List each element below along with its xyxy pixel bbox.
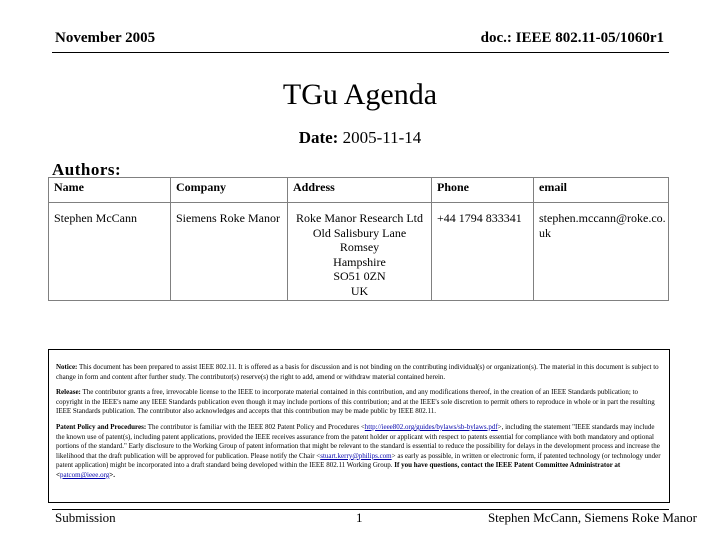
table-row	[49, 203, 669, 301]
date-value: 2005-11-14	[342, 128, 422, 147]
author-phone: +44 1794 833341	[432, 203, 534, 301]
author-company: Siemens Roke Manor	[171, 203, 288, 301]
authors-label: Authors:	[52, 160, 122, 179]
footer-submission: Submission	[55, 510, 116, 525]
notice-lead: Notice:	[56, 363, 78, 371]
patent-contact-text: If you have questions, contact the IEEE Patent Committee Administrator at <	[56, 461, 621, 479]
header-rule	[52, 52, 669, 53]
author-email	[534, 203, 669, 301]
release-paragraph	[56, 388, 662, 417]
release-lead: Release:	[56, 388, 81, 397]
slide-title: TGu Agenda	[282, 78, 438, 111]
authors-table	[48, 177, 669, 301]
patent-policy-link[interactable]: http://ieee802.org/guides/bylaws/sb-bylaws.pdf	[364, 422, 498, 431]
patent-text: > as early as possible, in written or electronic form, if patented technology (or technology under patent application) might be incorporated into a draft standard being developed within the IEEE 802.11 Working Group.	[56, 451, 661, 470]
header-date: November 2005	[55, 30, 156, 46]
column-header-email: email	[534, 178, 669, 203]
column-header-phone: Phone	[432, 178, 534, 203]
notice-text: This document has been prepared to assist IEEE 802.11. It is offered as a basis for discussion and is not binding on the contributing individual(s) or organization(s). The material in this document is subject to change in form and content after further study. The contributor(s) reserve(s) the right to add, amend or withdraw material contained herein.	[56, 363, 659, 381]
admin-email-link[interactable]: patcom@ieee.org	[60, 470, 110, 479]
patent-text: The contributor is familiar with the IEEE 802 Patent Policy and Procedures <	[147, 422, 365, 431]
chair-email-link[interactable]: stuart.kerry@philips.com	[320, 451, 392, 460]
header-doc-id: doc.: IEEE 802.11-05/1060r1	[480, 30, 664, 46]
patent-paragraph	[56, 423, 662, 481]
address-line: Roke Manor Research Ltd	[296, 211, 423, 225]
column-header-name: Name	[49, 178, 171, 203]
patent-end: >.	[109, 470, 116, 479]
footer-author: Stephen McCann, Siemens Roke Manor	[487, 510, 697, 525]
column-header-address: Address	[288, 178, 432, 203]
release-text: The contributor grants a free, irrevocable license to the IEEE to incorporate material contained in this contribution, and any modifications thereof, in the creation of an IEEE Standards publication; to copyright in the IEEE's name any IEEE Standards publication even though it may include portions of this contribution; and at the IEEE's sole discretion to permit others to reproduce in whole or in part the resulting IEEE Standards publication. The contributor also acknowledges and accepts that this contribution may be made public by IEEE 802.11.	[56, 388, 655, 416]
author-name: Stephen McCann	[49, 203, 171, 301]
email-line: uk	[539, 225, 551, 240]
date-label: Date:	[298, 128, 339, 147]
address-line: SO51 0ZN	[333, 269, 386, 283]
address-line: Old Salisbury Lane	[312, 225, 407, 240]
patent-lead: Patent Policy and Procedures:	[56, 422, 147, 431]
address-line: UK	[350, 283, 369, 298]
notice-paragraph	[56, 363, 662, 382]
patent-text: >, including the statement "IEEE standards may include the known use of patent(s), including patent applications, provided the IEEE receives assurance from the patent holder or applicant with respect to patents essential for compliance with both mandatory and optional portions of the standard." Early disclosure to the Working Group of patent information that might be relevant to the standard is essential to reduce the possibility for delays in the development process and increase the likelihood that the draft publication will be approved for publication. Please notify the Chair <	[56, 422, 660, 460]
table-header-row	[49, 178, 669, 203]
date-line	[0, 128, 720, 148]
ieee-notice-box	[48, 349, 670, 503]
footer-page-number: 1	[356, 510, 363, 525]
address-line: Romsey	[339, 240, 380, 254]
email-line: stephen.mccann@roke.co.	[539, 211, 666, 225]
address-line: Hampshire	[333, 254, 386, 269]
author-address	[288, 203, 432, 301]
column-header-company: Company	[171, 178, 288, 203]
